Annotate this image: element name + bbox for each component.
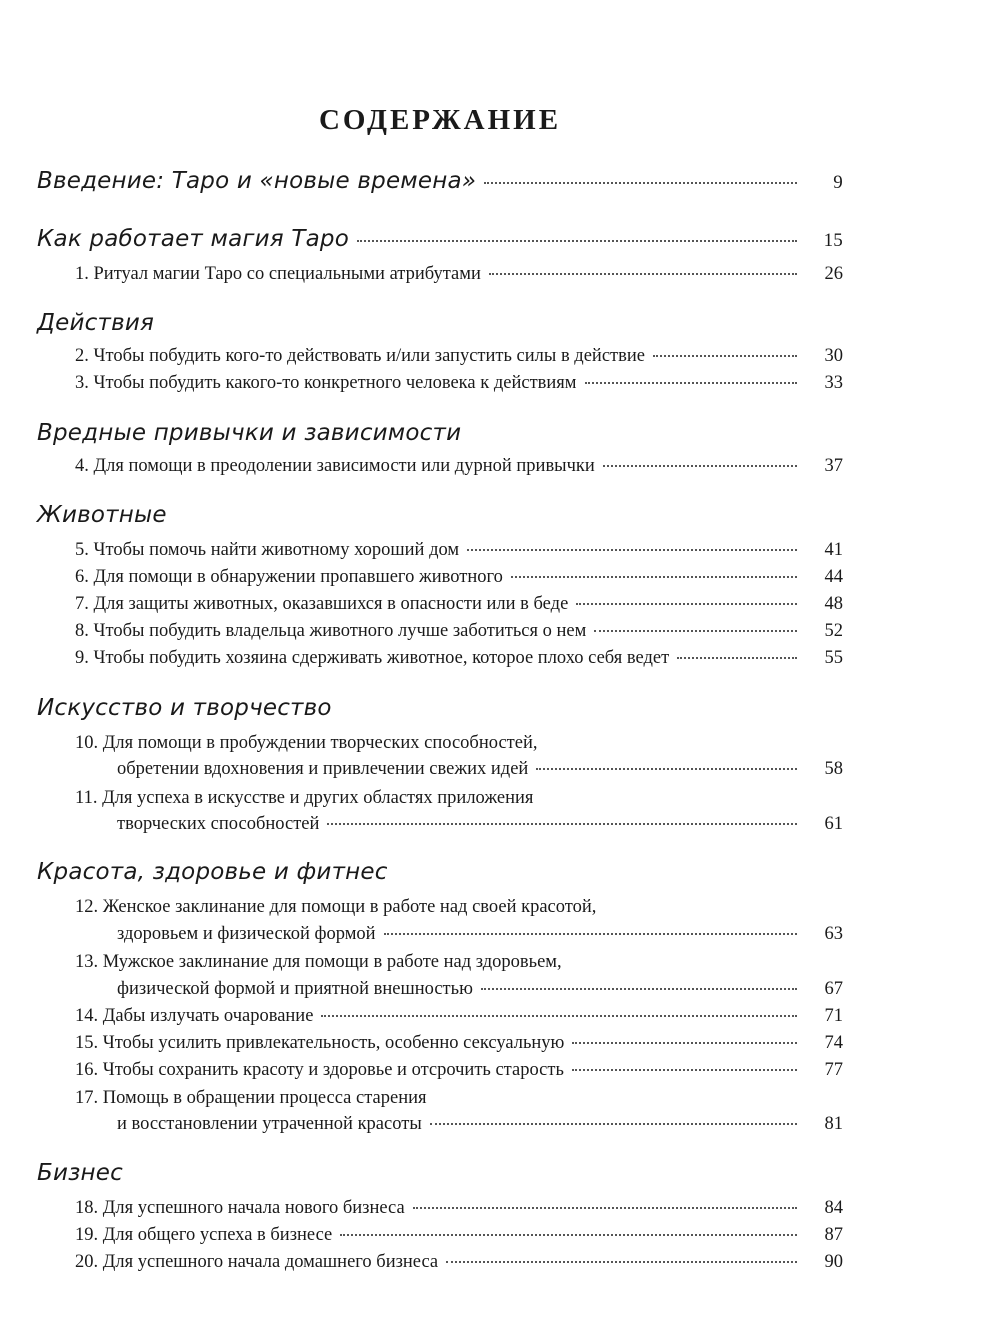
page-title: СОДЕРЖАНИЕ	[318, 104, 562, 136]
entry-title: 9. Чтобы побудить хозяина сдерживать животное, которое плохо себя ведет	[75, 648, 670, 668]
entry-title-continued: физической формой и приятной внешностью	[117, 979, 473, 999]
toc-entry-continuation[interactable]	[117, 814, 843, 835]
entry-page: 58	[824, 759, 843, 779]
toc-entry[interactable]	[75, 1033, 843, 1054]
section-title: Красота, здоровье и фитнес	[37, 859, 388, 885]
section-title: Как работает магия Таро	[37, 226, 349, 252]
entry-title: 6. Для помощи в обнаружении пропавшего животного	[75, 567, 503, 587]
toc-section-heading[interactable]	[37, 226, 843, 252]
entry-title: 4. Для помощи в преодолении зависимости или дурной привычки	[75, 456, 595, 476]
entry-title: 11. Для успеха в искусстве и других областях приложения	[75, 788, 534, 808]
entry-title: 5. Чтобы помочь найти животному хороший дом	[75, 540, 460, 560]
dot-leader	[467, 549, 797, 551]
entry-page: 44	[824, 567, 843, 587]
entry-title: 16. Чтобы сохранить красоту и здоровье и отсрочить старость	[75, 1060, 564, 1080]
toc-entry[interactable]	[75, 648, 843, 669]
entry-page: 77	[824, 1060, 843, 1080]
toc-entry[interactable]	[75, 1225, 843, 1246]
toc-section-heading	[37, 420, 843, 446]
entry-page: 41	[824, 540, 843, 560]
toc-entry-continuation[interactable]	[117, 924, 843, 945]
dot-leader	[572, 1069, 797, 1071]
entry-page: 87	[824, 1225, 843, 1245]
entry-page: 81	[824, 1114, 843, 1134]
entry-title: 8. Чтобы побудить владельца животного лучше заботиться о нем	[75, 621, 587, 641]
dot-leader	[384, 933, 797, 935]
entry-title: 19. Для общего успеха в бизнесе	[75, 1225, 333, 1245]
toc-section-heading	[37, 1160, 843, 1186]
dot-leader	[484, 182, 797, 184]
toc-entry[interactable]	[75, 1252, 843, 1273]
dot-leader	[481, 988, 797, 990]
dot-leader	[572, 1042, 797, 1044]
toc-entry[interactable]	[75, 373, 843, 394]
section-title: Искусство и творчество	[37, 695, 332, 721]
section-title: Бизнес	[37, 1160, 123, 1186]
toc-section-heading	[37, 695, 843, 721]
dot-leader	[340, 1234, 797, 1236]
entry-title: 7. Для защиты животных, оказавшихся в опасности или в беде	[75, 594, 569, 614]
toc-entry[interactable]	[75, 594, 843, 615]
toc-intro-page: 9	[833, 172, 843, 193]
section-page: 15	[823, 230, 843, 251]
entry-title: 2. Чтобы побудить кого-то действовать и/или запустить силы в действие	[75, 346, 645, 366]
toc-intro[interactable]	[37, 168, 843, 194]
section-title: Животные	[37, 502, 167, 528]
toc-entry-line[interactable]	[75, 897, 801, 918]
section-title: Вредные привычки и зависимости	[37, 420, 462, 446]
entry-title-continued: здоровьем и физической формой	[117, 924, 376, 944]
toc-entry-continuation[interactable]	[117, 979, 843, 1000]
toc-entry-line[interactable]	[75, 788, 801, 809]
toc-section-heading	[37, 310, 843, 336]
entry-page: 90	[824, 1252, 843, 1272]
toc-entry[interactable]	[75, 567, 843, 588]
toc-entry-continuation[interactable]	[117, 759, 843, 780]
dot-leader	[489, 273, 797, 275]
toc-entry[interactable]	[75, 1006, 843, 1027]
toc-entry[interactable]	[75, 346, 843, 367]
entry-title: 12. Женское заклинание для помощи в работе над своей красотой,	[75, 897, 597, 917]
entry-page: 74	[824, 1033, 843, 1053]
entry-page: 67	[824, 979, 843, 999]
toc-section-heading	[37, 502, 843, 528]
entry-title: 10. Для помощи в пробуждении творческих способностей,	[75, 733, 538, 753]
entry-title: 1. Ритуал магии Таро со специальными атрибутами	[75, 264, 481, 284]
toc-entry[interactable]	[75, 540, 843, 561]
entry-title: 3. Чтобы побудить какого-то конкретного человека к действиям	[75, 373, 577, 393]
entry-title: 14. Дабы излучать очарование	[75, 1006, 314, 1026]
dot-leader	[321, 1015, 797, 1017]
dot-leader	[430, 1123, 797, 1125]
toc-entry[interactable]	[75, 621, 843, 642]
dot-leader	[653, 355, 797, 357]
toc-entry-line[interactable]	[75, 733, 801, 754]
toc-entry-line[interactable]	[75, 952, 801, 973]
entry-page: 48	[824, 594, 843, 614]
toc-entry-line[interactable]	[75, 1088, 801, 1109]
dot-leader	[357, 240, 797, 242]
entry-title: 15. Чтобы усилить привлекательность, особенно сексуальную	[75, 1033, 565, 1053]
entry-page: 30	[824, 346, 843, 366]
dot-leader	[585, 382, 797, 384]
toc-intro-label: Введение: Таро и «новые времена»	[37, 168, 477, 194]
dot-leader	[603, 465, 797, 467]
entry-page: 52	[824, 621, 843, 641]
dot-leader	[594, 630, 797, 632]
dot-leader	[536, 768, 797, 770]
entry-page: 55	[824, 648, 843, 668]
dot-leader	[511, 576, 797, 578]
entry-title: 18. Для успешного начала нового бизнеса	[75, 1198, 405, 1218]
entry-page: 84	[824, 1198, 843, 1218]
entry-title: 13. Мужское заклинание для помощи в работе над здоровьем,	[75, 952, 562, 972]
toc-section-heading	[37, 859, 843, 885]
entry-page: 61	[824, 814, 843, 834]
toc-entry[interactable]	[75, 456, 843, 477]
entry-page: 37	[824, 456, 843, 476]
section-title: Действия	[37, 310, 155, 336]
entry-page: 26	[824, 264, 843, 284]
toc-entry[interactable]	[75, 1060, 843, 1081]
entry-title-continued: обретении вдохновения и привлечении свежих идей	[117, 759, 529, 779]
entry-title-continued: и восстановлении утраченной красоты	[117, 1114, 422, 1134]
dot-leader	[677, 657, 797, 659]
entry-title-continued: творческих способностей	[117, 814, 320, 834]
dot-leader	[576, 603, 797, 605]
dot-leader	[327, 823, 797, 825]
entry-page: 63	[824, 924, 843, 944]
entry-page: 33	[824, 373, 843, 393]
dot-leader	[446, 1261, 797, 1263]
toc-entry-continuation[interactable]	[117, 1114, 843, 1135]
dot-leader	[413, 1207, 797, 1209]
toc-entry[interactable]	[75, 264, 843, 285]
entry-page: 71	[824, 1006, 843, 1026]
entry-title: 17. Помощь в обращении процесса старения	[75, 1088, 427, 1108]
entry-title: 20. Для успешного начала домашнего бизнеса	[75, 1252, 439, 1272]
toc-entry[interactable]	[75, 1198, 843, 1219]
